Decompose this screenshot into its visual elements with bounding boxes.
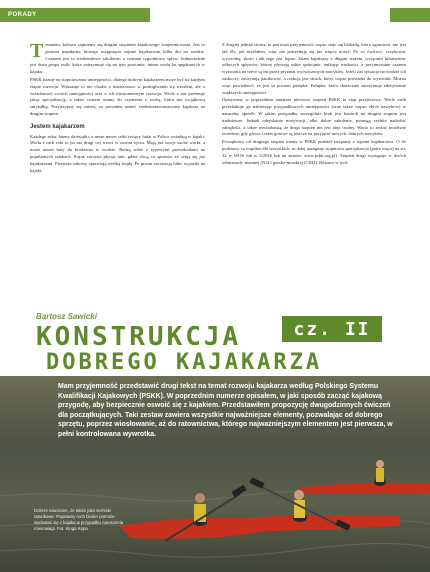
subheading: Jestem kajakarzem [30, 123, 85, 130]
section-tag: PORADY [0, 8, 150, 22]
paragraph: Każdego roku, latem, dziesiątki, a może nawet setki tysięcy ludzi w Polsce wsiadają w kajaki. Wielu z nich robi to po raz drugi czy trzeci w swoim życiu. Mają już swoje suche worki, a może nawet buty do brodzenia w wodzie. Radzą sobie z typowymi przeszkodami na popularnych szlakach. Kajak zaczyna płynąć tam, gdzie chcą, co sprawia, że czują się już kajakarzami. Pierwsze sukcesy sprawiają wielką frajdę. Po prostu zaczynają lubić wyjazdy na kajaki. [30, 133, 205, 173]
article-column-right [222, 42, 406, 167]
paragraph-text: ematem, którym zajmiemy się drugim stopniem kajakowego wtajemniczenia. Jest to poziom popularny, którego osiągnięcie zajmie kajakarzom kilka dni na wodzie. Czasami jest to weekendowe szkolenie, a czasami tygodniowy spływ. Jednocześnie jest duża grupa osób, które zatrzymuje się na tym poziomie, mimo wielu lat spędzonych w kajaku. [30, 42, 205, 75]
paragraph: PSKK bazuje na stopniowaniu umiejętności, dlatego dobrym kajakarzem może być na każdym etapie rozwoju. Wskazuje to nie chodzi o mistrzostwo w posługiwaniu się wiosłem, ale o świadomość swoich umiejętności oraz o ich równomiernym rozwoju. Wiele z nas preferuje jakąś specjalizację, a także czasem mamy do czynienia z osobą, która ma wyjątkową smykałkę. Przyjrzyjmy się zatem, co powinien umieć średniozaawansowany kajakarz na drugim stopniu. [30, 76, 205, 116]
article-title-line2: DOBREGO KAJAKARZA [46, 350, 323, 375]
kayak-shape [300, 460, 430, 494]
paragraph [30, 42, 205, 76]
paragraph: Początkowy od drugiego stopnia mamy w PSKK podział związany z typami kajakarstwa. O ile podstawy są wspólne dla wszystkich, to dalej następuje stopniowa specjalizacja (patrz więcej na str. 32 w WOS lub w 3/2016 lub na stronie: www.pskk.org.pl). Stopień drugi występuje w dwóch odmianach: nizinnej (N2) i górsko-morskiej (GM2). Różnice w tych [222, 139, 406, 165]
article-column-left [30, 42, 205, 175]
photo-caption: Dobrze nauczone, że także jako techniki ratunkowe. Poprawny ruch bioder pomoże wydostać się z kajaka w przypadku naruszenia równowagi. Fot. Kinga Kępa [34, 508, 124, 531]
paragraph: Z drugiej jednak strony, ta pierwsza przyjemność często staje się blokadą, która ogranicza: nie jest tak źle, jak myślałem, więc nie potrzebuję się już więcej uczyć. Po co ćwiczyć, ryzykować wywrotkę, skoro i tak tego jest fajnie. Znam kajakarzy z długim stażem, tysiącami kilometrów odbytych spływów, którzy pływają sobie spokojnie, unikając trudności, a przyjmowane czasem wyzwania na rzece są im przez pryzmat wyćwiczonych nawyków. Jeżeli zaś sytuacja na wodzie ich zaskoczy, zaczynają panikować, a reakcją jest strach, który często prowadzi do wywrotki. Można więc powiedzieć, że jest to poziom pułapka. Pułapka, która skutecznie zatrzymuje zdobywanie większych umiejętności. [222, 42, 406, 95]
paragraph: Opisywany w poprzednim numerze pierwszy stopień PSKK to etap przejściowy. Wiele osób przeskakuje go nabierając przypadkowych umiejętności (oraz także często złych nawyków) w naturalny sposób. W takim przypadku szczególnie brak jest kontroli na drugim stopniu jest trudniejsze. Jednak odzyskanie motywacji, albo dobre szkolenie, pomogą szybko nadrobić zaległości, a także uświadomią, że drugi stopień nie jest zbyt trudny. Warto to zrobić możliwie wcześnie, gdy głowa i ciało gotowe są jeszcze na przyjęcie nowych, dobrych nawyków. [222, 97, 406, 137]
article-title-line1: KONSTRUKCJA [36, 322, 242, 352]
drop-cap: T [30, 40, 44, 62]
corner-band [390, 8, 430, 22]
article-part-badge: cz. II [282, 316, 382, 342]
article-lead: Mam przyjemność przedstawić drugi tekst na temat rozwoju kajakarza według Polskiego Systemu Kwalifikacji Kajakowych (PSKK). W poprzednim numerze opisałem, w jaki sposób zacząć kajakową przygodę, aby bezpiecznie oswoić się z kajakiem. Przedstawiłem propozycję dwugodzinnych ćwiczeń dla początkujących. Taki zestaw zawiera wszystkie najważniejsze elementy, pozwalając od dobrego sprzętu, poprzez wiosłowanie, aż do ratownictwa, którego najważniejszym elementem jest pierwsza, w pełni kontrolowana wywrotka. [58, 383, 393, 438]
author-name: Bartosz Sawicki [36, 312, 97, 321]
